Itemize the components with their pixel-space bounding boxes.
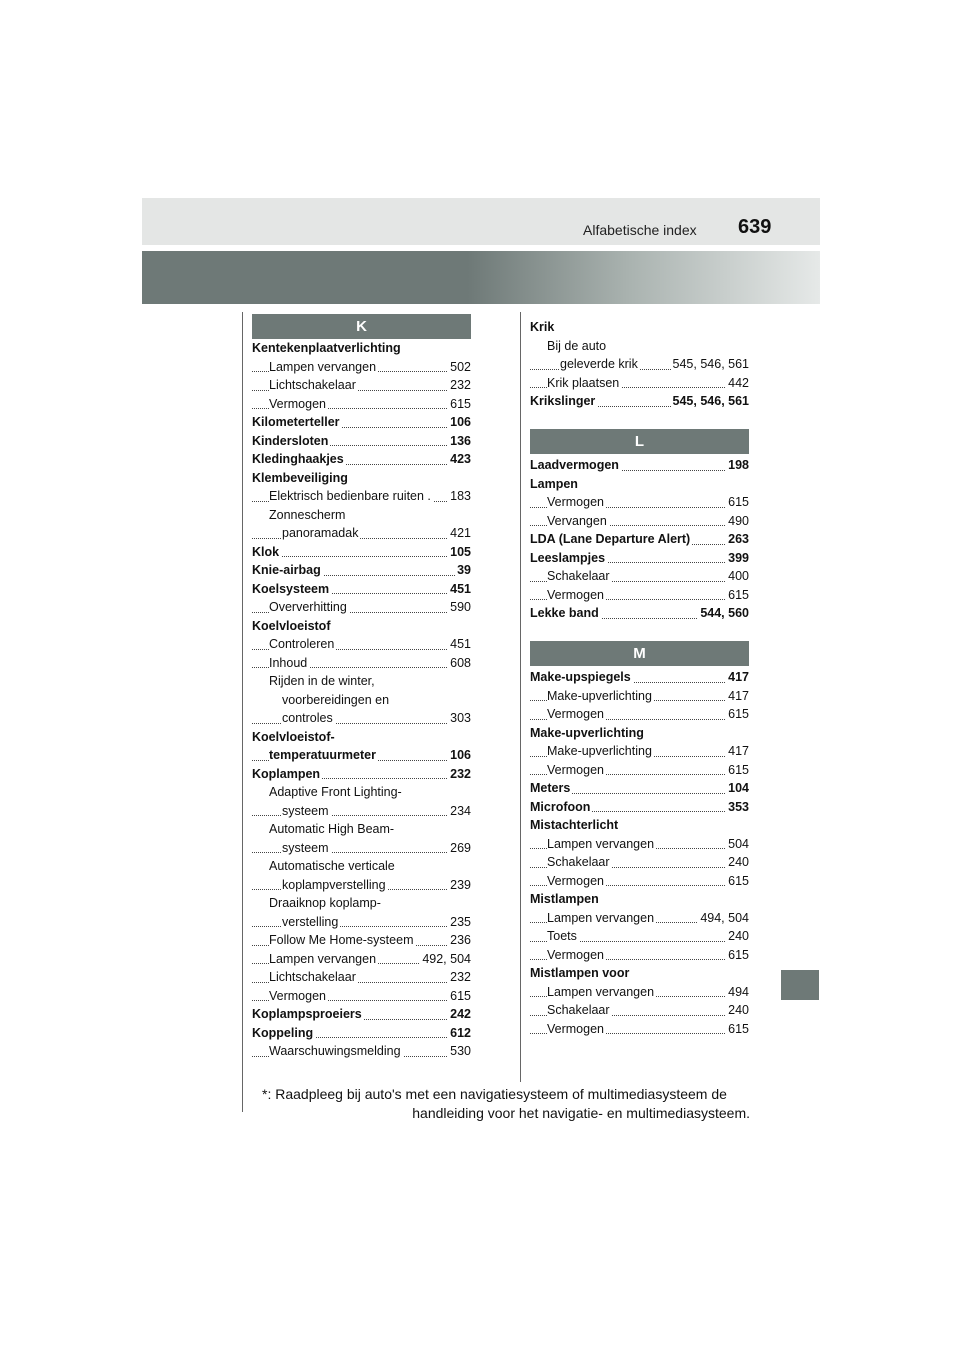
index-entry-page: 492, 504 <box>420 950 471 969</box>
index-entry-label: Vermogen <box>547 873 604 888</box>
index-entry-page: 232 <box>448 376 471 395</box>
index-entry-label: Koelvloeistof- <box>252 729 335 744</box>
index-entry <box>252 913 471 932</box>
index-entry-page: 303 <box>448 709 471 728</box>
index-entry <box>252 672 471 691</box>
index-entry-page: 502 <box>448 358 471 377</box>
index-entry <box>530 927 749 946</box>
index-entry <box>530 567 749 586</box>
index-entry <box>252 987 471 1006</box>
index-entry <box>530 835 749 854</box>
index-entry-page: 423 <box>448 450 471 469</box>
index-entry-label: Koppeling <box>252 1025 314 1040</box>
index-entry-label: Bij de auto <box>547 338 607 353</box>
index-column-right-l <box>530 456 749 623</box>
index-entry <box>530 946 749 965</box>
index-entry-page: 544, 560 <box>698 604 749 623</box>
index-entry-label: Rijden in de winter, <box>269 674 375 688</box>
index-entry-page: 545, 546, 561 <box>671 392 749 411</box>
index-entry-page: 242 <box>448 1005 471 1024</box>
index-entry-page: 615 <box>726 705 749 724</box>
index-entry-label: Vermogen <box>547 762 604 777</box>
index-entry-page: 451 <box>448 580 471 599</box>
index-entry <box>252 820 471 839</box>
index-entry-label: verstelling <box>282 914 339 929</box>
index-entry-page: 240 <box>726 1001 749 1020</box>
index-entry-label: Kindersloten <box>252 433 329 448</box>
index-entry-page: 263 <box>726 530 749 549</box>
index-entry-label: temperatuurmeter <box>269 748 376 762</box>
index-entry <box>252 376 471 395</box>
index-entry-page: 612 <box>448 1024 471 1043</box>
index-entry-label: Koelsysteem <box>252 581 330 596</box>
index-entry-page: 269 <box>448 839 471 858</box>
section-header-m: M <box>530 641 749 666</box>
index-column-right-m <box>530 668 749 1038</box>
index-entry-label: voorbereidingen en <box>282 692 390 707</box>
index-entry-page: 104 <box>726 779 749 798</box>
index-entry-page: 615 <box>726 493 749 512</box>
index-entry-label: Microfoon <box>530 799 591 814</box>
index-entry-label: Waarschuwingsmelding <box>269 1044 401 1058</box>
index-entry-label: Follow Me Home-systeem <box>269 933 414 947</box>
index-entry <box>252 506 471 525</box>
index-entry-label: Laadvermogen <box>530 458 619 472</box>
index-entry-label: panoramadak <box>282 526 359 540</box>
index-entry-page: 240 <box>726 927 749 946</box>
index-entry-page: 106 <box>448 746 471 765</box>
index-entry-label: koplampverstelling <box>282 877 386 892</box>
index-entry-page: 442 <box>726 374 749 393</box>
index-entry <box>252 783 471 802</box>
index-entry-label: Lampen vervangen <box>547 910 655 925</box>
index-entry-label: Krik <box>530 320 555 334</box>
index-entry-label: Lampen vervangen <box>547 984 655 999</box>
index-entry-label: Schakelaar <box>547 1003 610 1017</box>
index-entry <box>252 728 471 747</box>
index-entry-label: Controleren <box>269 637 335 651</box>
index-entry-label: Lampen vervangen <box>547 836 655 851</box>
index-entry-page: 530 <box>448 1042 471 1061</box>
index-entry-label: Make-upspiegels <box>530 670 631 684</box>
index-entry <box>252 691 471 710</box>
index-entry <box>252 561 471 580</box>
index-entry <box>530 742 749 761</box>
index-entry-label: Automatische verticale <box>269 859 395 873</box>
index-entry-page: 490 <box>726 512 749 531</box>
column-divider <box>520 312 521 1082</box>
index-entry-label: Krikslinger <box>530 394 596 408</box>
index-entry-page: 590 <box>448 598 471 617</box>
index-entry <box>530 374 749 393</box>
index-entry-label: Lichtschakelaar <box>269 378 356 392</box>
index-entry <box>530 964 749 983</box>
index-entry-label: Schakelaar <box>547 569 610 583</box>
index-entry-page: 615 <box>726 761 749 780</box>
index-entry-page: 494, 504 <box>698 909 749 928</box>
section-header-k: K <box>252 314 471 339</box>
index-entry <box>252 765 471 784</box>
index-entry-label: Draaiknop koplamp- <box>269 896 381 910</box>
index-entry-page: 235 <box>448 913 471 932</box>
index-entry <box>252 635 471 654</box>
index-entry-label: Vermogen <box>547 947 604 962</box>
index-entry-label: Lampen vervangen <box>269 359 377 374</box>
index-entry <box>530 355 749 374</box>
footnote-line-2: handleiding voor het navigatie- en multimediasysteem. <box>412 1105 750 1121</box>
index-entry-label: Leeslampjes <box>530 550 606 565</box>
index-entry-label: Krik plaatsen <box>547 375 620 390</box>
index-entry <box>252 709 471 728</box>
index-entry <box>252 524 471 543</box>
index-entry <box>530 512 749 531</box>
left-divider <box>242 312 243 1112</box>
index-entry <box>530 853 749 872</box>
index-entry <box>252 598 471 617</box>
index-entry <box>252 950 471 969</box>
index-entry <box>252 1042 471 1061</box>
index-entry-page: 421 <box>448 524 471 543</box>
index-entry <box>530 604 749 623</box>
index-entry <box>252 395 471 414</box>
index-column-right-k <box>530 318 749 411</box>
page-title: Alfabetische index <box>583 222 697 238</box>
index-entry-label: Koelvloeistof <box>252 618 331 633</box>
index-entry <box>252 654 471 673</box>
index-entry <box>252 580 471 599</box>
index-entry-label: Lichtschakelaar <box>269 970 356 984</box>
index-entry <box>530 1020 749 1039</box>
index-entry-page: 417 <box>726 687 749 706</box>
index-entry-page: 183 <box>448 487 471 506</box>
thumb-index-tab <box>781 970 819 1000</box>
index-entry <box>530 983 749 1002</box>
index-entry-label: Automatic High Beam- <box>269 822 395 836</box>
index-entry <box>530 586 749 605</box>
index-entry-label: LDA (Lane Departure Alert) <box>530 532 691 546</box>
index-entry <box>252 543 471 562</box>
index-entry-page: 399 <box>726 549 749 568</box>
index-entry-label: Vermogen <box>547 495 604 509</box>
index-entry <box>252 1005 471 1024</box>
index-entry-label: Meters <box>530 781 571 795</box>
index-entry-page: 239 <box>448 876 471 895</box>
index-entry-page: 232 <box>448 968 471 987</box>
index-entry-page: 234 <box>448 802 471 821</box>
index-entry-label: Koplampen <box>252 766 321 781</box>
index-entry <box>530 337 749 356</box>
index-entry-label: Make-upverlichting <box>547 688 652 703</box>
index-entry <box>530 816 749 835</box>
index-entry <box>252 746 471 765</box>
index-entry-label: Make-upverlichting <box>530 725 644 740</box>
index-entry-page: 417 <box>726 668 749 687</box>
index-entry-page: 417 <box>726 742 749 761</box>
index-entry-label: Toets <box>547 929 577 943</box>
index-entry <box>530 761 749 780</box>
index-entry-page: 198 <box>726 456 749 475</box>
index-entry-page: 451 <box>448 635 471 654</box>
index-entry-page: 240 <box>726 853 749 872</box>
index-entry <box>530 549 749 568</box>
index-entry-page: 615 <box>726 586 749 605</box>
index-entry-page: 608 <box>448 654 471 673</box>
index-entry <box>252 802 471 821</box>
index-entry-label: Elektrisch bedienbare ruiten . <box>269 489 431 503</box>
index-entry-label: Vermogen <box>547 1021 604 1036</box>
index-entry-label: Mistlampen voor <box>530 966 630 980</box>
index-entry-page: 615 <box>448 395 471 414</box>
index-entry-label: Adaptive Front Lighting- <box>269 785 402 799</box>
index-entry <box>530 1001 749 1020</box>
index-entry-page: 615 <box>726 946 749 965</box>
index-entry-page: 615 <box>726 872 749 891</box>
index-entry <box>252 839 471 858</box>
index-entry-page: 504 <box>726 835 749 854</box>
footnote-line-1: *: Raadpleeg bij auto's met een navigatiesysteem of multimediasysteem de <box>262 1086 727 1102</box>
index-entry-label: Oververhitting <box>269 600 347 614</box>
index-entry <box>530 779 749 798</box>
index-entry <box>530 872 749 891</box>
index-entry-label: Lampen <box>530 476 578 491</box>
index-entry-page: 400 <box>726 567 749 586</box>
index-entry-label: Mistachterlicht <box>530 818 619 832</box>
index-entry-label: Vervangen <box>547 513 607 528</box>
index-entry-label: Kentekenplaatverlichting <box>252 341 401 355</box>
index-entry <box>252 617 471 636</box>
index-entry-label: Vermogen <box>269 396 326 411</box>
index-entry-page: 106 <box>448 413 471 432</box>
index-entry <box>252 358 471 377</box>
index-entry-label: Vermogen <box>269 988 326 1003</box>
index-entry <box>252 857 471 876</box>
index-entry <box>530 909 749 928</box>
index-entry-label: Mistlampen <box>530 892 599 906</box>
index-entry-label: Vermogen <box>547 707 604 721</box>
index-entry <box>252 450 471 469</box>
index-entry <box>530 890 749 909</box>
index-entry <box>530 530 749 549</box>
index-entry <box>252 894 471 913</box>
index-entry-label: Kledinghaakjes <box>252 452 344 466</box>
index-entry <box>530 392 749 411</box>
index-entry-page: 615 <box>448 987 471 1006</box>
index-entry <box>252 339 471 358</box>
index-entry-label: systeem <box>282 803 329 818</box>
index-entry-label: Klembeveiliging <box>252 470 348 485</box>
index-entry <box>530 705 749 724</box>
index-entry <box>252 968 471 987</box>
index-entry-label: Schakelaar <box>547 855 610 869</box>
header-band <box>142 198 820 245</box>
index-entry-page: 136 <box>448 432 471 451</box>
section-header-l: L <box>530 429 749 454</box>
index-entry-label: Koplampsproeiers <box>252 1007 362 1021</box>
page-number: 639 <box>738 216 772 238</box>
index-entry <box>252 469 471 488</box>
dot-leader <box>252 556 471 557</box>
index-entry-page: 494 <box>726 983 749 1002</box>
index-entry <box>252 931 471 950</box>
index-entry-label: Inhoud <box>269 655 308 670</box>
index-entry <box>530 456 749 475</box>
index-entry-page: 545, 546, 561 <box>671 355 749 374</box>
index-entry-label: systeem <box>282 840 329 855</box>
index-entry <box>530 798 749 817</box>
index-entry-label: Vermogen <box>547 587 604 602</box>
index-entry-label: Kilometerteller <box>252 415 340 429</box>
index-entry-label: geleverde krik <box>560 357 638 371</box>
index-entry <box>530 687 749 706</box>
index-entry-label: Knie-airbag <box>252 563 321 577</box>
index-entry <box>252 487 471 506</box>
index-entry-page: 615 <box>726 1020 749 1039</box>
index-column-left <box>252 339 471 1061</box>
index-entry <box>530 475 749 494</box>
index-entry <box>252 413 471 432</box>
footnote <box>262 1085 750 1123</box>
index-entry-page: 232 <box>448 765 471 784</box>
index-entry-label: Lekke band <box>530 606 599 620</box>
index-entry <box>530 668 749 687</box>
index-entry <box>530 724 749 743</box>
index-entry-page: 236 <box>448 931 471 950</box>
index-entry <box>530 493 749 512</box>
index-entry-label: Lampen vervangen <box>269 951 377 966</box>
index-entry-page: 39 <box>455 561 471 580</box>
index-entry-label: controles <box>282 711 333 725</box>
index-entry-label: Make-upverlichting <box>547 744 652 758</box>
gradient-banner <box>142 251 820 304</box>
index-entry <box>530 318 749 337</box>
index-entry-page: 353 <box>726 798 749 817</box>
index-entry <box>252 876 471 895</box>
index-entry <box>252 1024 471 1043</box>
index-entry-label: Zonnescherm <box>269 507 346 522</box>
index-entry-label: Klok <box>252 544 280 559</box>
index-entry-page: 105 <box>448 543 471 562</box>
index-entry <box>252 432 471 451</box>
